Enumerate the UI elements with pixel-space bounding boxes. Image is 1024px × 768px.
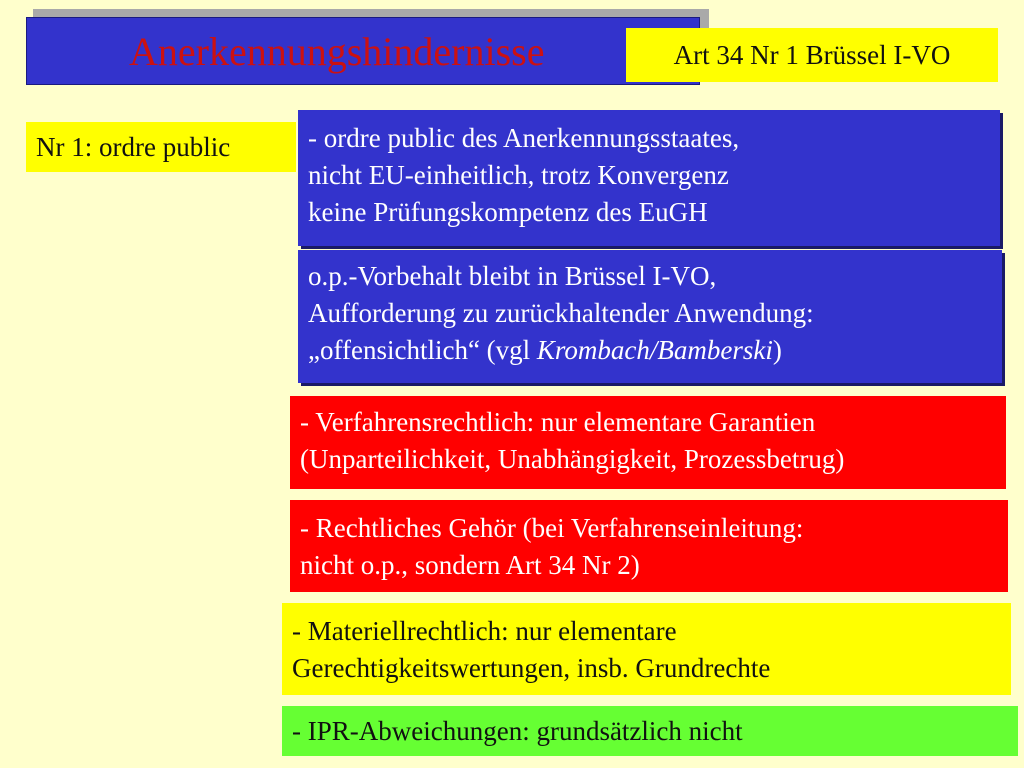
case-name: Krombach/Bamberski (536, 335, 773, 365)
section-heading: Nr 1: ordre public (26, 122, 296, 172)
ordre-public-text (308, 120, 996, 231)
vorbehalt-line-3 (308, 332, 998, 369)
ipr-box (282, 706, 1018, 756)
vorbehalt-line: o.p.-Vorbehalt bleibt in Brüssel I-VO, (308, 261, 717, 291)
gehoer-box (290, 500, 1008, 592)
verfahren-line: - Verfahrensrechtlich: nur elementare Garantien (300, 407, 816, 437)
slide-title: Anerkennungshindernisse (129, 29, 545, 74)
gehoer-text (300, 510, 1004, 584)
ordre-public-line: nicht EU-einheitlich, trotz Konvergenz (308, 160, 729, 190)
gehoer-line: - Rechtliches Gehör (bei Verfahrenseinleitung: (300, 513, 804, 543)
ipr-text: - IPR-Abweichungen: grundsätzlich nicht (292, 716, 743, 746)
ordre-public-line: - ordre public des Anerkennungsstaates, (308, 123, 740, 153)
reference-label: Art 34 Nr 1 Brüssel I-VO (626, 28, 998, 82)
gehoer-line: nicht o.p., sondern Art 34 Nr 2) (300, 550, 640, 580)
materiell-line: - Materiellrechtlich: nur elementare (292, 616, 677, 646)
materiell-line: Gerechtigkeitswertungen, insb. Grundrechte (292, 653, 771, 683)
verfahren-line: (Unparteilichkeit, Unabhängigkeit, Prozessbetrug) (300, 444, 845, 474)
vorbehalt-prefix: „offensichtlich“ (vgl (308, 335, 537, 365)
vorbehalt-text (308, 258, 998, 369)
vorbehalt-suffix: ) (772, 335, 782, 365)
materiell-box (282, 603, 1011, 695)
vorbehalt-line: Aufforderung zu zurückhaltender Anwendung: (308, 298, 814, 328)
ordre-public-box (298, 110, 1000, 246)
verfahren-box (290, 396, 1006, 489)
title-bar (26, 17, 700, 85)
verfahren-text (300, 404, 1002, 478)
materiell-text (292, 613, 1007, 687)
vorbehalt-box (298, 250, 1002, 383)
ordre-public-line: keine Prüfungskompetenz des EuGH (308, 197, 708, 227)
